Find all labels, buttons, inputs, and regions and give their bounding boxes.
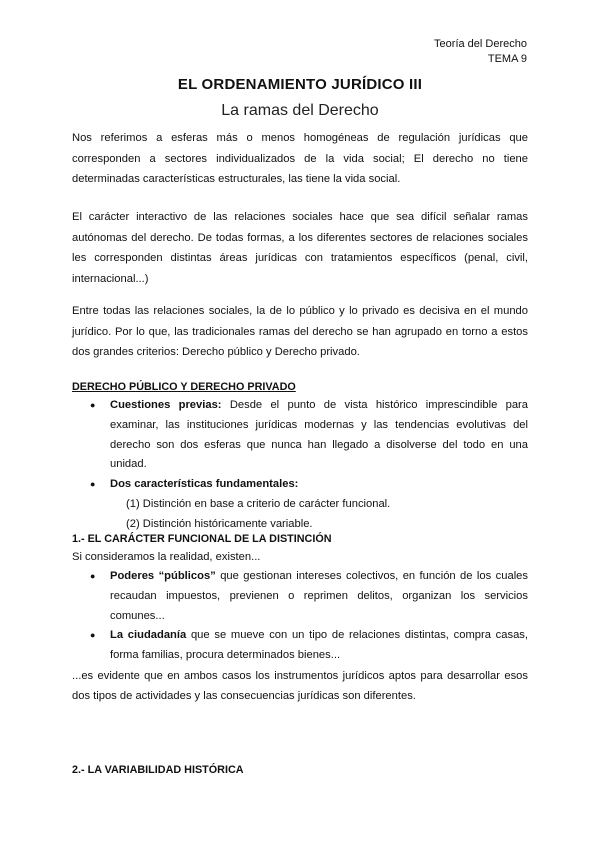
header-course: Teoría del Derecho (434, 38, 527, 50)
list-item (72, 475, 528, 495)
intro-paragraph-1 (72, 128, 528, 190)
bullet-icon: ● (90, 400, 96, 410)
sub-item: (1) Distinción en base a criterio de carácter funcional. (126, 497, 391, 510)
bullet-icon: ● (90, 571, 96, 581)
section-heading: DERECHO PÚBLICO Y DERECHO PRIVADO (72, 381, 296, 393)
sub-item: (2) Distinción históricamente variable. (126, 517, 313, 530)
bullet-text: que se mueve con un tipo de relaciones distintas, compra casas, forma familias, procura determinados bienes... (110, 629, 529, 662)
list-item (72, 396, 528, 475)
bullet-icon: ● (90, 630, 96, 641)
bullet-list (72, 396, 528, 495)
paragraph-text: Nos referimos a esferas más o menos homogéneas de regulación jurídicas que corresponden a sectores individualizados de la vida social; El derecho no tiene determinadas características estructurales, las tiene la vida social. (72, 132, 528, 185)
bullet-text: Desde el punto de vista histórico imprescindible para examinar, las instituciones jurídicas modernas y las tendencias evolutivas del derecho son dos esferas que nunca han llegado a disolverse del todo en una unidad. (110, 399, 528, 471)
section-intro: Si consideramos la realidad, existen... (72, 551, 261, 563)
bullet-icon: ● (90, 479, 96, 490)
bullet-label: Cuestiones previas: (110, 399, 222, 411)
list-item (72, 626, 528, 666)
section-public-private (72, 378, 528, 535)
bullet-label: Dos características fundamentales: (110, 478, 299, 491)
section-heading: 2.- LA VARIABILIDAD HISTÓRICA (72, 764, 244, 776)
section-functional-distinction (72, 530, 528, 706)
intro-paragraph-2 (72, 207, 528, 289)
paragraph-text: Entre todas las relaciones sociales, la de lo público y lo privado es decisiva en el mundo jurídico. Por lo que, las tradicionales ramas del derecho se han agrupado en torno a estos dos grandes criterios: Derecho público y Derecho privado. (72, 305, 528, 358)
paragraph-text: El carácter interactivo de las relaciones sociales hace que sea difícil señalar ramas autónomas del derecho. De todas formas, a los diferentes sectores de relaciones sociales les corresponden distintas áreas jurídicas con tratamientos específicos (penal, civil, internacional...) (72, 211, 528, 285)
bullet-list (72, 567, 528, 666)
bullet-label: Poderes “públicos” (110, 570, 216, 582)
running-header (434, 37, 527, 67)
section-closing: ...es evidente que en ambos casos los instrumentos jurídicos aptos para desarrollar esos dos tipos de actividades y las consecuencias jurídicas son diferentes. (72, 669, 528, 702)
bullet-label: La ciudadanía (110, 629, 187, 642)
bullet-text: que gestionan intereses colectivos, en función de los cuales recaudan impuestos, previenen o reprimen delitos, organizan los servicios comunes... (110, 570, 528, 622)
header-topic: TEMA 9 (487, 53, 527, 65)
list-item (72, 567, 528, 626)
intro-paragraph-3 (72, 301, 528, 363)
section-heading: 1.- EL CARÁCTER FUNCIONAL DE LA DISTINCIÓN (72, 533, 332, 545)
page-subtitle: La ramas del Derecho (221, 102, 379, 119)
page-title: EL ORDENAMIENTO JURÍDICO III (177, 76, 423, 93)
section-historical-variability (72, 761, 528, 779)
